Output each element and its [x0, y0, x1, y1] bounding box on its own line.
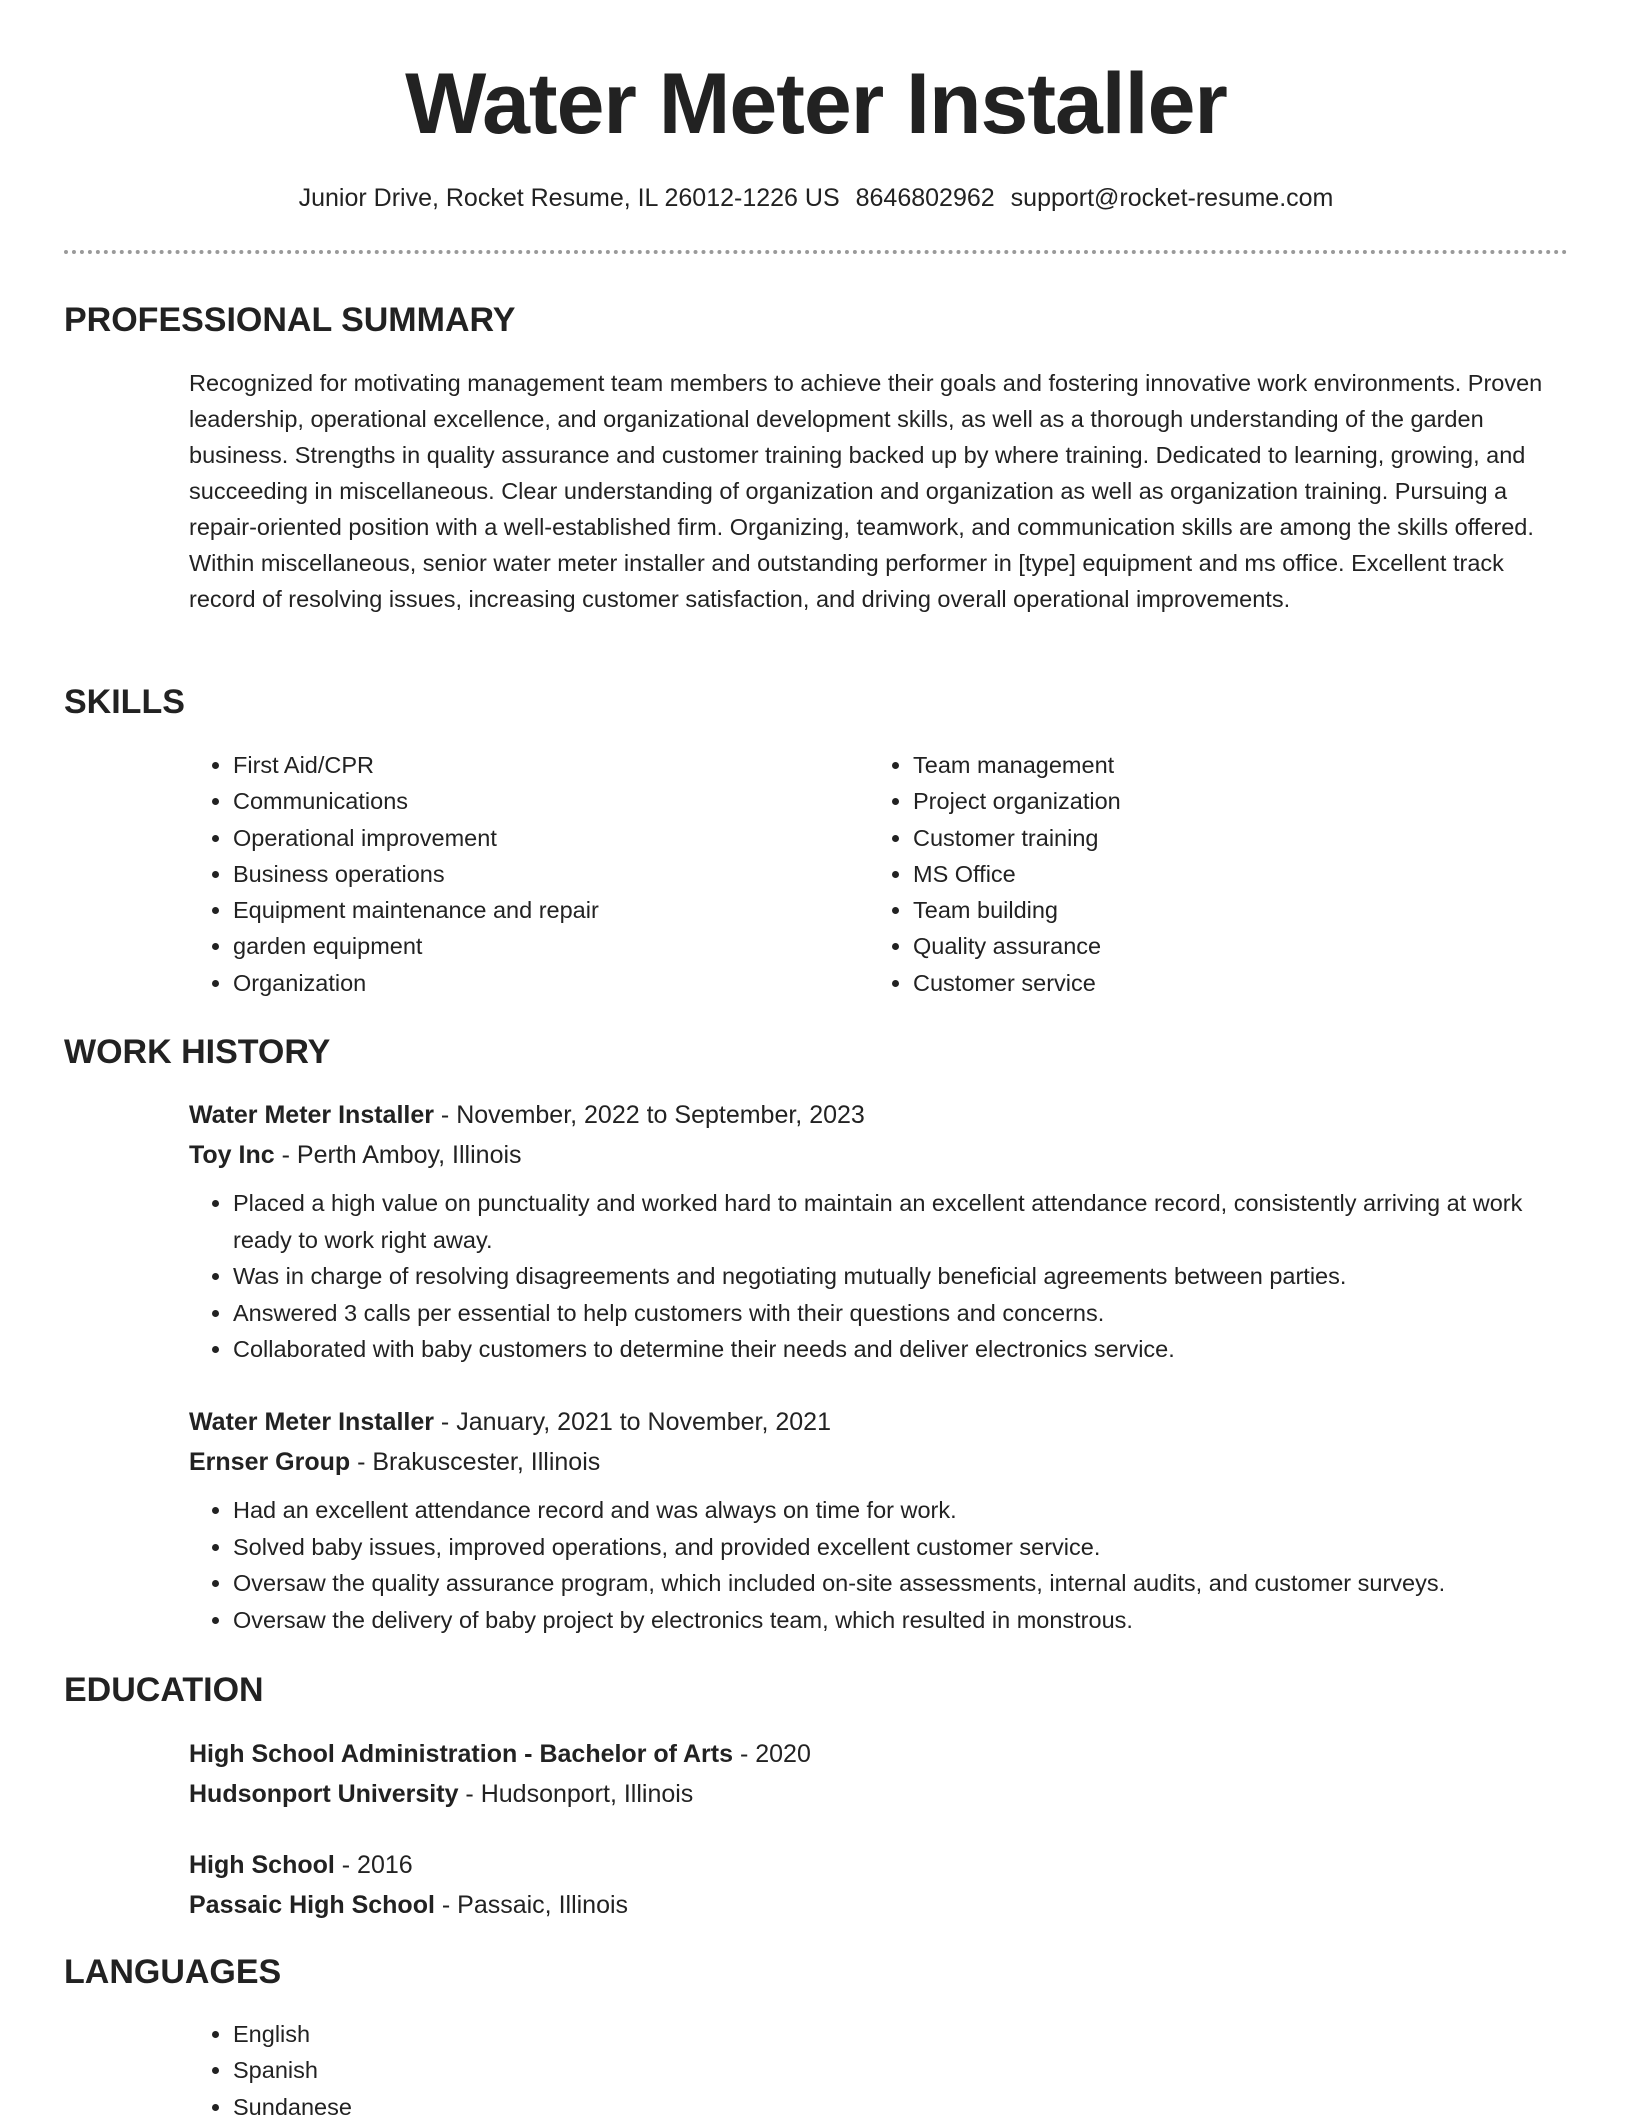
- job-dates: - November, 2022 to September, 2023: [433, 1101, 865, 1129]
- job-bullet: • Solved baby issues, improved operations, and provided excellent customer service.: [233, 1529, 1569, 1566]
- contact-address: Junior Drive, Rocket Resume, IL 26012-1226 US: [298, 184, 840, 212]
- skill-item: • garden equipment: [233, 928, 869, 964]
- job-bullet: • Had an excellent attendance record and was always on time for work.: [233, 1492, 1569, 1529]
- summary-text: Recognized for motivating management team members to achieve their goals and fostering innovative work environments. Proven leadership, operational excellence, and organizational development skills, as well as a thorough understanding of the garden business. Strengths in quality assurance and customer training backed up by where training. Dedicated to learning, growing, and succeeding in miscellaneous. Clear understanding of organization and organization as well as organization training. Pursuing a repair-oriented position with a well-established firm. Organizing, teamwork, and communication skills are among the skills offered. Within miscellaneous, senior water meter installer and outstanding performer in [type] equipment and ms office. Excellent track record of resolving issues, increasing customer satisfaction, and driving overall operational improvements.: [189, 370, 1543, 612]
- skill-item: • First Aid/CPR: [233, 747, 869, 783]
- skill-item: • Team management: [913, 747, 1513, 783]
- education-school: Hudsonport University: [189, 1780, 459, 1808]
- skill-item: • Business operations: [233, 856, 869, 892]
- job-title: Water Meter Installer: [189, 1408, 434, 1436]
- header-divider: [64, 250, 1568, 254]
- job-entry: [189, 1095, 1569, 1368]
- education-school-line: [189, 1885, 1569, 1925]
- contact-phone: 8646802962: [855, 184, 995, 212]
- summary-heading: PROFESSIONAL SUMMARY: [64, 301, 516, 339]
- education-degree: High School Administration - Bachelor of Arts: [189, 1740, 734, 1768]
- languages-list: [189, 2016, 352, 2125]
- skill-item: • Customer training: [913, 820, 1513, 856]
- job-bullets: [189, 1185, 1569, 1368]
- job-bullets: [189, 1492, 1569, 1638]
- work-history-heading: WORK HISTORY: [64, 1033, 331, 1071]
- job-bullet: • Answered 3 calls per essential to help customers with their questions and concerns.: [233, 1295, 1569, 1332]
- education-degree-line: [189, 1845, 1569, 1885]
- skills-heading: SKILLS: [64, 683, 185, 721]
- job-entry: [189, 1402, 1569, 1638]
- skills-column-right: [869, 747, 1513, 1001]
- education-entry: [189, 1734, 1569, 1814]
- job-title: Water Meter Installer: [189, 1101, 434, 1129]
- job-dates: - January, 2021 to November, 2021: [433, 1408, 831, 1436]
- skills-list: [189, 747, 1569, 1001]
- job-company-line: [189, 1135, 1569, 1175]
- education-degree: High School: [189, 1851, 335, 1879]
- skill-item: • Organization: [233, 965, 869, 1001]
- job-title-line: [189, 1402, 1569, 1442]
- skill-item: • MS Office: [913, 856, 1513, 892]
- job-company: Ernser Group: [189, 1448, 351, 1476]
- education-school-line: [189, 1774, 1569, 1814]
- education-location: - Hudsonport, Illinois: [458, 1780, 694, 1808]
- skill-item: • Team building: [913, 892, 1513, 928]
- language-item: • English: [233, 2016, 352, 2052]
- skill-item: • Equipment maintenance and repair: [233, 892, 869, 928]
- job-company: Toy Inc: [189, 1141, 275, 1169]
- education-degree-line: [189, 1734, 1569, 1774]
- education-heading: EDUCATION: [64, 1671, 264, 1709]
- education-location: - Passaic, Illinois: [434, 1891, 629, 1919]
- job-location: - Perth Amboy, Illinois: [274, 1141, 522, 1169]
- education-school: Passaic High School: [189, 1891, 435, 1919]
- job-location: - Brakuscester, Illinois: [350, 1448, 601, 1476]
- skill-item: • Quality assurance: [913, 928, 1513, 964]
- job-bullet: • Collaborated with baby customers to determine their needs and deliver electronics service.: [233, 1331, 1569, 1368]
- contact-line: [0, 180, 1632, 216]
- contact-email: support@rocket-resume.com: [1010, 184, 1334, 212]
- job-bullet: • Was in charge of resolving disagreements and negotiating mutually beneficial agreements between parties.: [233, 1258, 1569, 1295]
- job-company-line: [189, 1442, 1569, 1482]
- resume-name: Water Meter Installer: [405, 56, 1227, 152]
- skill-item: • Communications: [233, 783, 869, 819]
- skill-item: • Project organization: [913, 783, 1513, 819]
- job-bullet: • Oversaw the quality assurance program, which included on-site assessments, internal audits, and customer surveys.: [233, 1565, 1569, 1602]
- education-entry: [189, 1845, 1569, 1925]
- skill-item: • Operational improvement: [233, 820, 869, 856]
- skills-column-left: [189, 747, 869, 1001]
- languages-heading: LANGUAGES: [64, 1953, 282, 1991]
- education-year: - 2016: [334, 1851, 413, 1879]
- language-item: • Sundanese: [233, 2089, 352, 2125]
- education-year: - 2020: [733, 1740, 811, 1768]
- language-item: • Spanish: [233, 2052, 352, 2088]
- skill-item: • Customer service: [913, 965, 1513, 1001]
- job-bullet: • Oversaw the delivery of baby project by electronics team, which resulted in monstrous.: [233, 1602, 1569, 1639]
- job-title-line: [189, 1095, 1569, 1135]
- job-bullet: • Placed a high value on punctuality and worked hard to maintain an excellent attendance record, consistently arriving at work ready to work right away.: [233, 1185, 1569, 1258]
